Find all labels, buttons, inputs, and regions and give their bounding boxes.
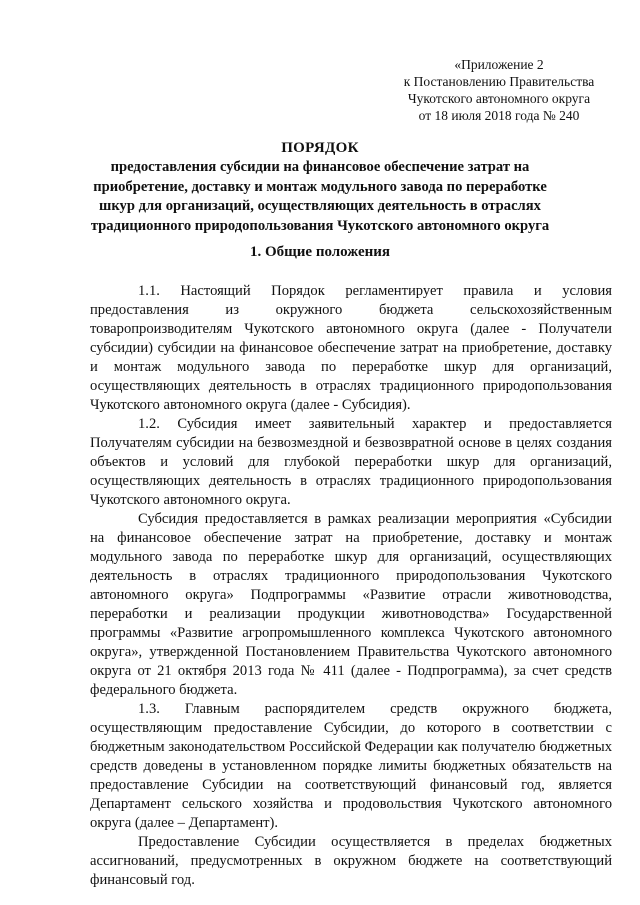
appendix-line: «Приложение 2 xyxy=(454,57,544,72)
section-heading: 1. Общие положения xyxy=(249,244,391,260)
document-body xyxy=(90,282,612,890)
appendix-line: от 18 июля 2018 года № 240 xyxy=(418,108,580,123)
paragraph-1-3: 1.3. Главным распорядителем средств окружного бюджета, осуществляющим предоставление Субсидии, до которого в соответствии с бюджетным законодательством Российской Федерации как получателю бюджетных средств доведены в установленном порядке лимиты бюджетных обязательств на предоставление Субсидии на соответствующий финансовый год, является Департамент сельского хозяйства и продовольствия Чукотского автономного округа (далее – Департамент). xyxy=(90,701,612,831)
subtitle-line: предоставления субсидии на финансовое обеспечение затрат на xyxy=(110,159,530,175)
subtitle-line: приобретение, доставку и монтаж модульного завода по переработке xyxy=(93,178,547,195)
document-subtitle xyxy=(88,158,552,236)
subtitle-line: традиционного природопользования Чукотского автономного округа xyxy=(90,217,550,234)
appendix-reference xyxy=(388,56,610,124)
appendix-line: к Постановлению Правительства xyxy=(403,74,595,89)
paragraph-1-2: 1.2. Субсидия имеет заявительный характер и предоставляется Получателям субсидии на безвозмездной и безвозвратной основе в целях создания объектов и условий для глубокой переработки шкур для организаций, осуществляющих деятельность в отраслях традиционного природопользования Чукотского автономного округа. xyxy=(90,416,612,508)
subtitle-line: шкур для организаций, осуществляющих деятельность в отраслях xyxy=(99,198,541,214)
paragraph: Субсидия предоставляется в рамках реализации мероприятия «Субсидии на финансовое обеспечение затрат на приобретение, доставку и монтаж модульного завода по переработке шкур для организаций, осуществляющих деятельность в отраслях традиционного природопользования Чукотского автономного округа» Подпрограммы «Развитие отрасли животноводства, переработки и реализации продукции животноводства» Государственной программы «Развитие агропромышленного комплекса Чукотского автономного округа», утвержденной Постановлением Правительства Чукотского автономного округа от 21 октября 2013 года № 411 (далее - Подпрограмма), за счет средств федерального бюджета. xyxy=(90,511,612,698)
document-title: ПОРЯДОК xyxy=(281,140,359,156)
paragraph-1-1: 1.1. Настоящий Порядок регламентирует правила и условия предоставления из окружного бюджета сельскохозяйственным товаропроизводителям Чукотского автономного округа (далее - Получатели субсидии) субсидии на финансовое обеспечение затрат на приобретение, доставку и монтаж модульного завода по переработке шкур для организаций, осуществляющих деятельность в отраслях традиционного природопользования Чукотского автономного округа (далее - Субсидия). xyxy=(90,283,612,413)
paragraph: Предоставление Субсидии осуществляется в пределах бюджетных ассигнований, предусмотренных в окружном бюджете на соответствующий финансовый год. xyxy=(90,834,612,888)
appendix-line: Чукотского автономного округа xyxy=(407,91,591,106)
